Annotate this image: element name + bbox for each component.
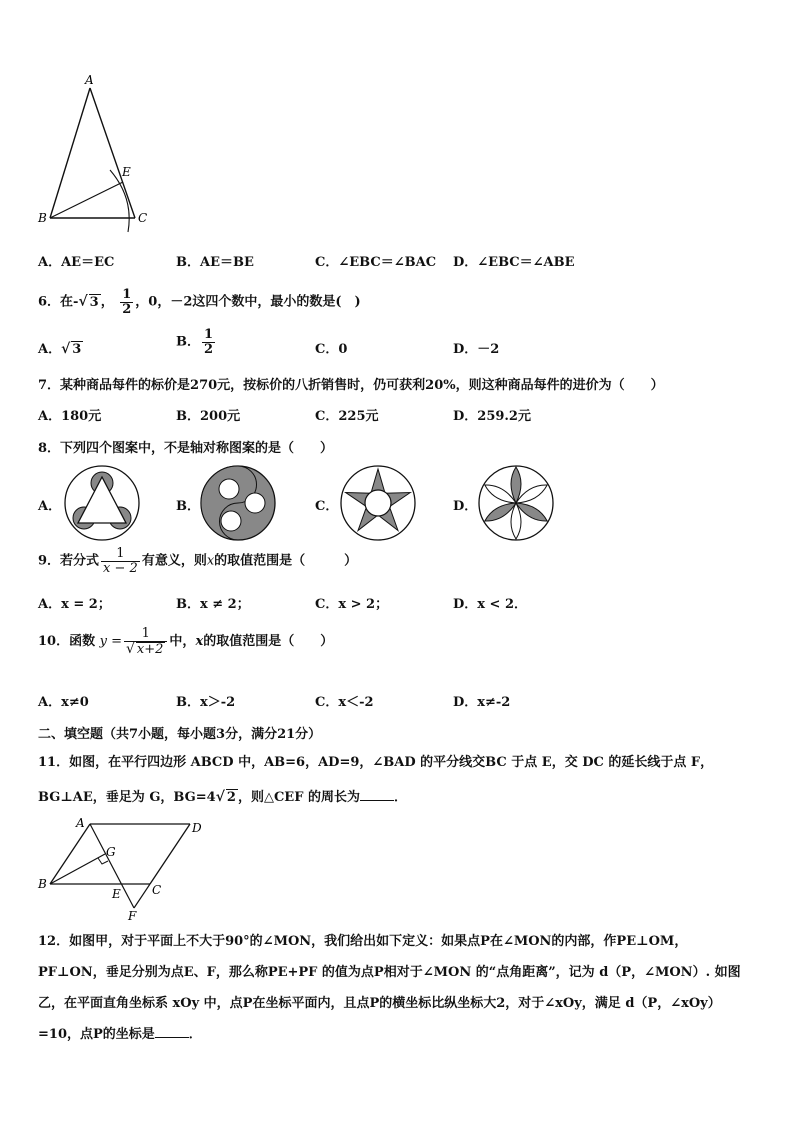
q10-num: 1 [141,626,150,641]
q8-option-b[interactable]: B． [176,499,200,514]
q9-option-d[interactable]: D．x < 2． [453,597,528,612]
q9-option-a[interactable]: A．x = 2； [38,597,111,612]
q12-line4 [38,1023,202,1042]
q6-radicand: 3 [89,294,99,310]
fig11-label-a: A [76,816,85,830]
q5-option-c[interactable]: C．∠EBC＝∠BAC [315,255,437,270]
q9-post: 的取值范围是（ ） [214,553,358,569]
q6-pre: 6．在- [38,294,79,310]
q10-stem [38,627,333,656]
q6-option-c[interactable]: C．0 [315,342,348,357]
q11-line2-post: ，则△CEF 的周长为 [237,790,360,805]
fig11-label-c: C [152,883,162,897]
q7-option-b[interactable]: B．200元 [176,409,241,424]
fig11-label-b: B [38,877,47,891]
q11-line2 [38,786,407,805]
fig5-label-a: A [85,73,94,87]
q8-option-a[interactable]: A． [38,499,62,514]
q8-stem: 8．下列四个图案中，不是轴对称图案的是（ ） [38,441,334,456]
q9-option-b[interactable]: B．x ≠ 2； [176,597,250,612]
pattern-triangle-icon [62,463,142,543]
q10-option-a[interactable]: A．x≠0 [38,695,89,710]
q9-fraction [101,547,140,575]
q12-line1: 12．如图甲，对于平面上不大于90°的∠MON，我们给出如下定义：如果点P在∠MON的内部，作PE⊥OM， [38,934,688,949]
q10-var: x [195,634,204,650]
q11-line2-pre: BG⊥AE，垂足为 G，BG=4 [38,790,216,805]
q7-option-d[interactable]: D．259.2元 [453,409,531,424]
q9-var: x [206,553,215,569]
q5-option-b[interactable]: B．AE＝BE [176,255,254,270]
pattern-six-petal-icon [476,463,556,543]
q7-option-c[interactable]: C．225元 [315,409,379,424]
q6-post: ，0，－2这四个数中，最小的数是( ) [135,294,361,310]
q7-stem: 7．某种商品每件的标价是270元，按标价的八折销售时，仍可获利20%，则这种商品每件的进价为（ ） [38,378,664,393]
fig5-label-e: E [122,165,131,179]
q10-lhs: y = [99,634,122,650]
fig11-label-f: F [128,909,137,922]
q6-den: 2 [122,301,132,317]
q10-fraction [124,627,167,656]
q6-a-pre: A． [38,342,62,357]
q6-option-d[interactable]: D．－2 [453,342,500,357]
q11-answer-blank[interactable] [360,788,394,801]
section-title-fill-blank: 二、填空题（共7小题，每小题3分，满分21分） [38,727,322,742]
triangle-figure [30,70,160,235]
fig5-label-b: B [38,211,47,225]
q9-stem [38,547,357,575]
q8-option-c[interactable]: C． [315,499,339,514]
q9-pre: 9．若分式 [38,553,100,569]
q6-sep: ， [100,294,114,310]
q12-answer-blank[interactable] [155,1025,189,1038]
q6-option-a[interactable] [38,338,83,357]
sqrt-sign-icon: √ [78,293,88,310]
parallelogram-figure [32,812,212,922]
q9-num: 1 [116,546,125,561]
q9-den: x − 2 [103,560,138,576]
q6-num: 1 [122,287,132,302]
q10-mid: 中， [169,634,196,650]
q6-b-fraction [202,328,215,356]
q10-pre: 10．函数 [38,634,96,650]
q11-line1: 11．如图，在平行四边形 ABCD 中，AB=6，AD=9，∠BAD 的平分线交BC 于点 E，交 DC 的延长线于点 F， [38,755,714,770]
q12-line3: 乙，在平面直角坐标系 xOy 中，点P在坐标平面内，且点P的横坐标比纵坐标大2，对于∠xOy，满足 d（P，∠xOy） [38,996,721,1011]
q6-b-num: 1 [204,327,214,342]
q6-fraction [120,288,133,316]
sqrt-sign-icon: √ [215,789,225,805]
sqrt-sign-icon: √ [126,640,135,657]
q7-option-a[interactable]: A．180元 [38,409,102,424]
fig5-label-c: C [138,211,148,225]
q6-option-b[interactable] [176,328,217,356]
q6-b-den: 2 [204,341,214,357]
q8-option-d[interactable]: D． [453,499,478,514]
q10-option-b[interactable]: B．x＞-2 [176,695,236,710]
q6-a-radicand: 3 [72,342,82,357]
q10-radicand: x+2 [136,641,164,657]
q5-option-a[interactable]: A．AE＝EC [38,255,115,270]
q11-line2-end: ． [393,790,407,805]
q5-option-d[interactable]: D．∠EBC＝∠ABE [453,255,575,270]
q12-line2: PF⊥ON，垂足分别为点E、F，那么称PE+PF 的值为点P相对于∠MON 的“点角距离”，记为 d（P，∠MON）. 如图 [38,965,741,980]
q10-option-c[interactable]: C．x＜-2 [315,695,374,710]
q10-option-d[interactable]: D．x≠-2 [453,695,511,710]
fig11-label-d: D [192,821,202,835]
q10-post: 的取值范围是（ ） [203,634,334,650]
q12-line4-pre: =10，点P的坐标是 [38,1027,155,1042]
pattern-swirl-icon [198,463,278,543]
pattern-star-flower-icon [338,463,418,543]
q11-radicand: 2 [226,790,236,805]
q12-line4-end: ． [188,1027,202,1042]
sqrt-sign-icon: √ [61,341,71,357]
q9-mid: 有意义，则 [141,553,207,569]
q9-option-c[interactable]: C．x > 2； [315,597,389,612]
q6-b-pre: B． [176,334,200,350]
fig11-label-e: E [112,887,121,901]
fig11-label-g: G [106,845,116,859]
q6-stem [38,288,361,316]
